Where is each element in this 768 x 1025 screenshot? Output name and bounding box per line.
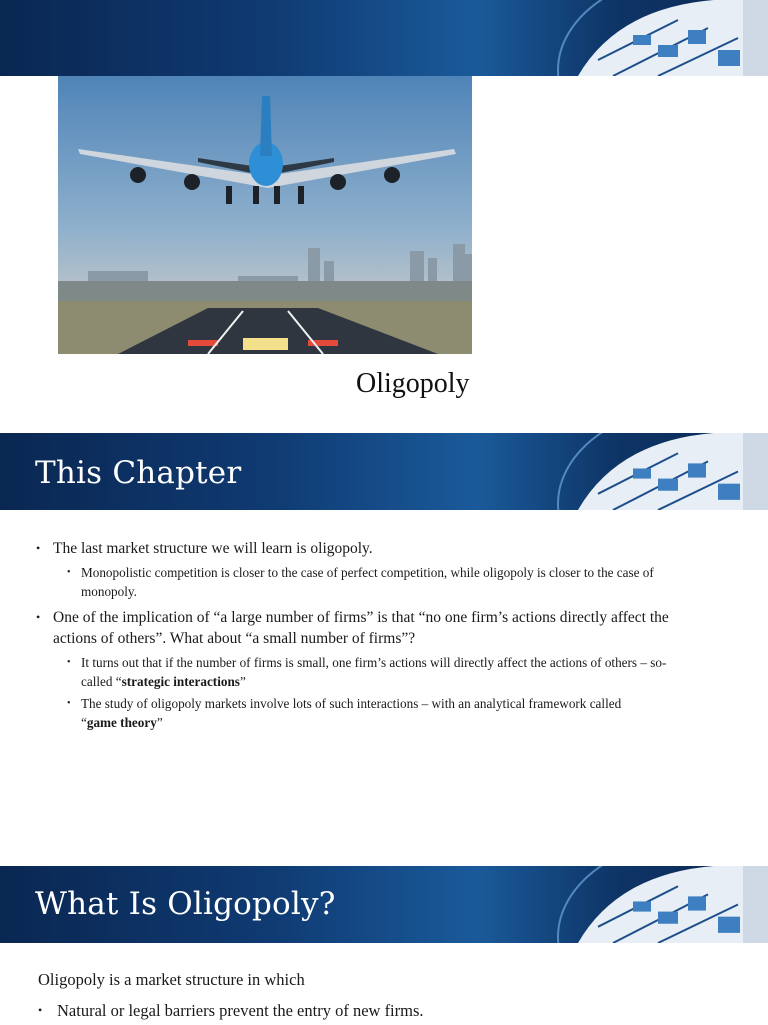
definition-intro: Oligopoly is a market structure in which [38,970,305,989]
bullet-item: • Natural or legal barriers prevent the entry of new firms. [38,1000,738,1021]
building-globe-art [538,433,768,510]
definition-banner [0,866,768,943]
bullet-item: • The last market structure we will learn is oligopoly. [36,538,736,559]
chapter-banner [0,433,768,510]
sub-bullet-item: • The study of oligopoly markets involve lots of such interactions – with an analytical framework called “game theory” [36,694,656,732]
strategic-interactions-term: strategic interactions [121,674,240,689]
building-globe-art [538,866,768,943]
chapter-heading: This Chapter [35,455,242,491]
building-globe-art [538,0,768,76]
sub-bullet-item: • Monopolistic competition is closer to the case of perfect competition, while oligopoly is closer to the case of monopoly. [36,563,671,601]
definition-bullets [38,1000,738,1025]
bullet-item: • One of the implication of “a large number of firms” is that “no one firm’s actions directly affect the actions of others”. What about “a small number of firms”? [36,607,703,649]
chapter-bullets [36,538,736,735]
top-banner [0,0,768,76]
slide-title: Oligopoly [356,368,470,399]
definition-heading: What Is Oligopoly? [35,886,336,922]
airplane-landing-photo [58,76,472,354]
game-theory-term: game theory [86,715,157,730]
sub-bullet-item: • It turns out that if the number of firms is small, one firm’s actions will directly affect the actions of others – so-called “strategic interactions” [36,653,686,691]
